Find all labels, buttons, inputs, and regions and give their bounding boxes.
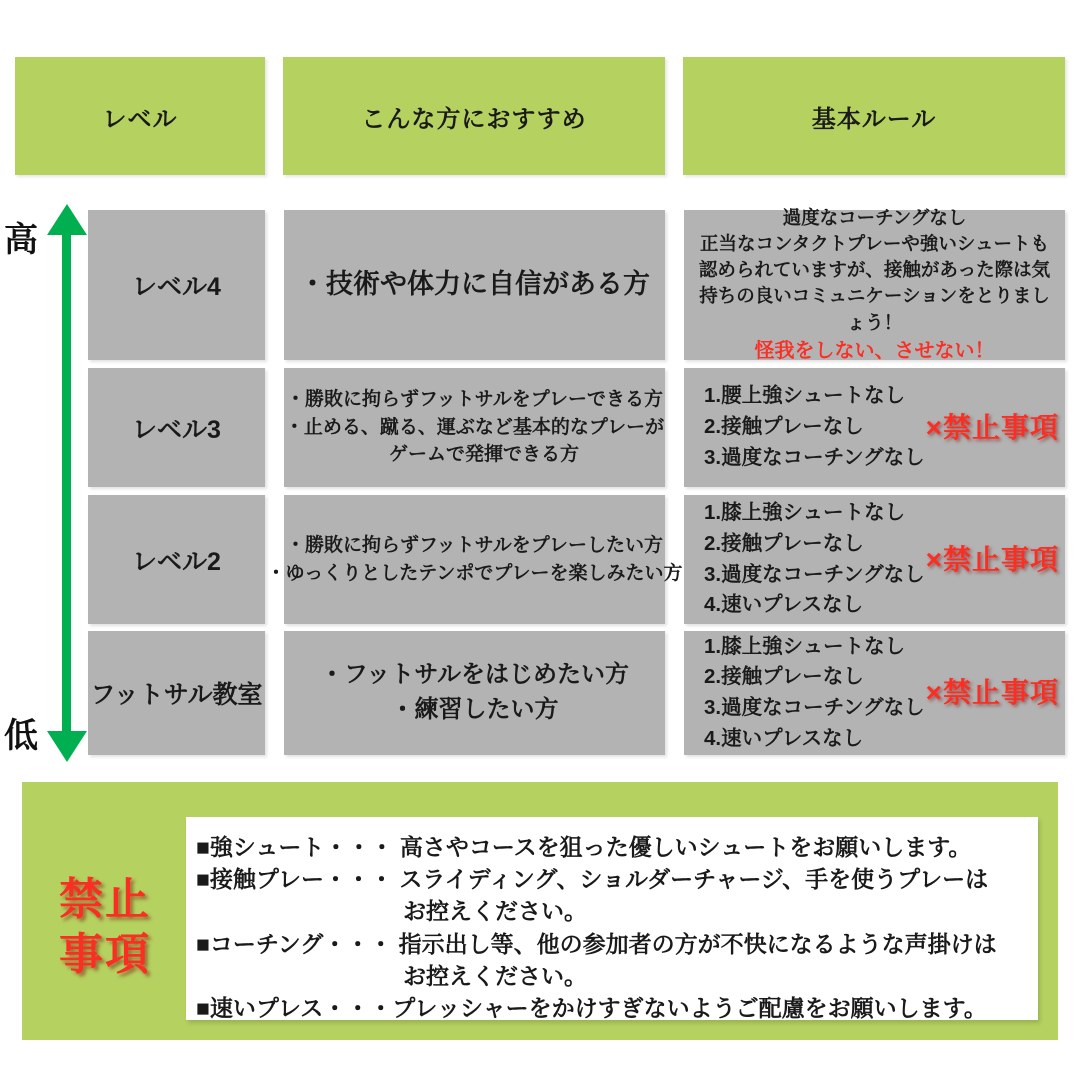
footer-title-line1: 禁止	[59, 875, 151, 924]
rules-line: 4.速いプレスなし	[704, 726, 864, 750]
prohibited-badge: ×禁止事項	[925, 411, 1059, 443]
rules-cell	[684, 368, 1065, 487]
recommended-cell	[284, 631, 665, 755]
rules-line: 過度なコーチングなし	[782, 206, 967, 228]
recommended-cell	[266, 495, 683, 624]
level-label: レベル2	[132, 547, 221, 576]
footer-rule-line: お控えください。	[196, 898, 587, 925]
prohibited-badge: ×禁止事項	[925, 677, 1059, 708]
footer-rule-line: ■速いプレス・・・プレッシャーをかけすぎないようご配慮をお願いします。	[196, 994, 987, 1021]
header-cell-rules	[683, 57, 1065, 175]
recommended-line: ・技術や体力に自信がある方	[299, 269, 650, 300]
table-row-level3	[0, 368, 1080, 487]
rules-line: 3.過度なコーチングなし	[704, 445, 925, 469]
rules-line: 4.速いプレスなし	[704, 593, 864, 617]
high-label: 高	[4, 221, 38, 259]
header-cell-recommended	[283, 57, 665, 175]
recommended-line: ・勝敗に拘らずフットサルをプレーできる方	[286, 389, 663, 411]
rules-line: 3.過度なコーチングなし	[704, 696, 925, 719]
rules-line: 2.接触プレーなし	[704, 531, 864, 555]
rules-warning-line: 怪我をしない、させない！	[754, 339, 995, 362]
level-label: レベル3	[132, 415, 221, 444]
recommended-line: ・勝敗に拘らずフットサルをプレーしたい方	[286, 534, 663, 556]
rules-line: 2.接触プレーなし	[704, 415, 864, 439]
footer-title	[38, 872, 172, 982]
level-label: レベル4	[132, 273, 221, 301]
table-row-classroom	[0, 631, 1080, 755]
header-rules-label: 基本ルール	[811, 105, 937, 133]
rules-line: 3.過度なコーチングなし	[704, 562, 925, 586]
level-cell	[88, 210, 265, 360]
footer-rule-line: ■接触プレー・・・ スライディング、ショルダーチャージ、手を使うプレーは	[196, 866, 989, 893]
header-cell-level	[15, 57, 265, 175]
recommended-cell	[284, 368, 665, 487]
rules-line: 1.膝上強シュートなし	[704, 634, 906, 658]
header-level-label: レベル	[102, 105, 178, 133]
rules-line: 1.腰上強シュートなし	[704, 384, 906, 408]
rules-cell	[684, 495, 1065, 624]
recommended-cell	[284, 210, 665, 360]
rules-line: 1.膝上強シュートなし	[704, 501, 906, 524]
table-row-level4	[0, 206, 1080, 362]
recommended-line: ゲームで発揮できる方	[369, 444, 579, 466]
rules-line: 正当なコンタクトプレーや強いシュートも認められていますが、接触があった際は気持ちの良いコミュニケーションをとりましょう！	[698, 232, 1051, 333]
footer-rules-box	[186, 817, 1038, 1020]
low-label: 低	[4, 717, 38, 755]
recommended-line: ・フットサルをはじめたい方	[319, 661, 630, 689]
table-row-level2	[0, 495, 1080, 624]
footer-rule-line: お控えください。	[196, 962, 587, 989]
recommended-line: ・練習したい方	[390, 696, 559, 723]
recommended-line: ・ゆっくりとしたテンポでプレーを楽しみたい方	[266, 562, 683, 584]
footer-title-line2: 事項	[59, 930, 151, 979]
level-cell	[88, 631, 265, 755]
rules-cell	[684, 631, 1065, 755]
level-cell	[88, 368, 265, 487]
level-cell	[88, 495, 265, 624]
rules-cell	[684, 206, 1065, 362]
header-recommended-label: こんな方におすすめ	[361, 105, 587, 133]
recommended-line: ・止める、蹴る、運ぶなど基本的なプレーが	[284, 416, 665, 438]
rules-line: 2.接触プレーなし	[704, 665, 864, 689]
level-label: フットサル教室	[90, 681, 263, 709]
footer-rule-line: ■強シュート・・・ 高さやコースを狙った優しいシュートをお願いします。	[196, 834, 972, 860]
footer-rule-line: ■コーチング・・・ 指示出し等、他の参加者の方が不快になるような声掛けは	[196, 930, 997, 957]
prohibited-badge: ×禁止事項	[925, 543, 1059, 575]
